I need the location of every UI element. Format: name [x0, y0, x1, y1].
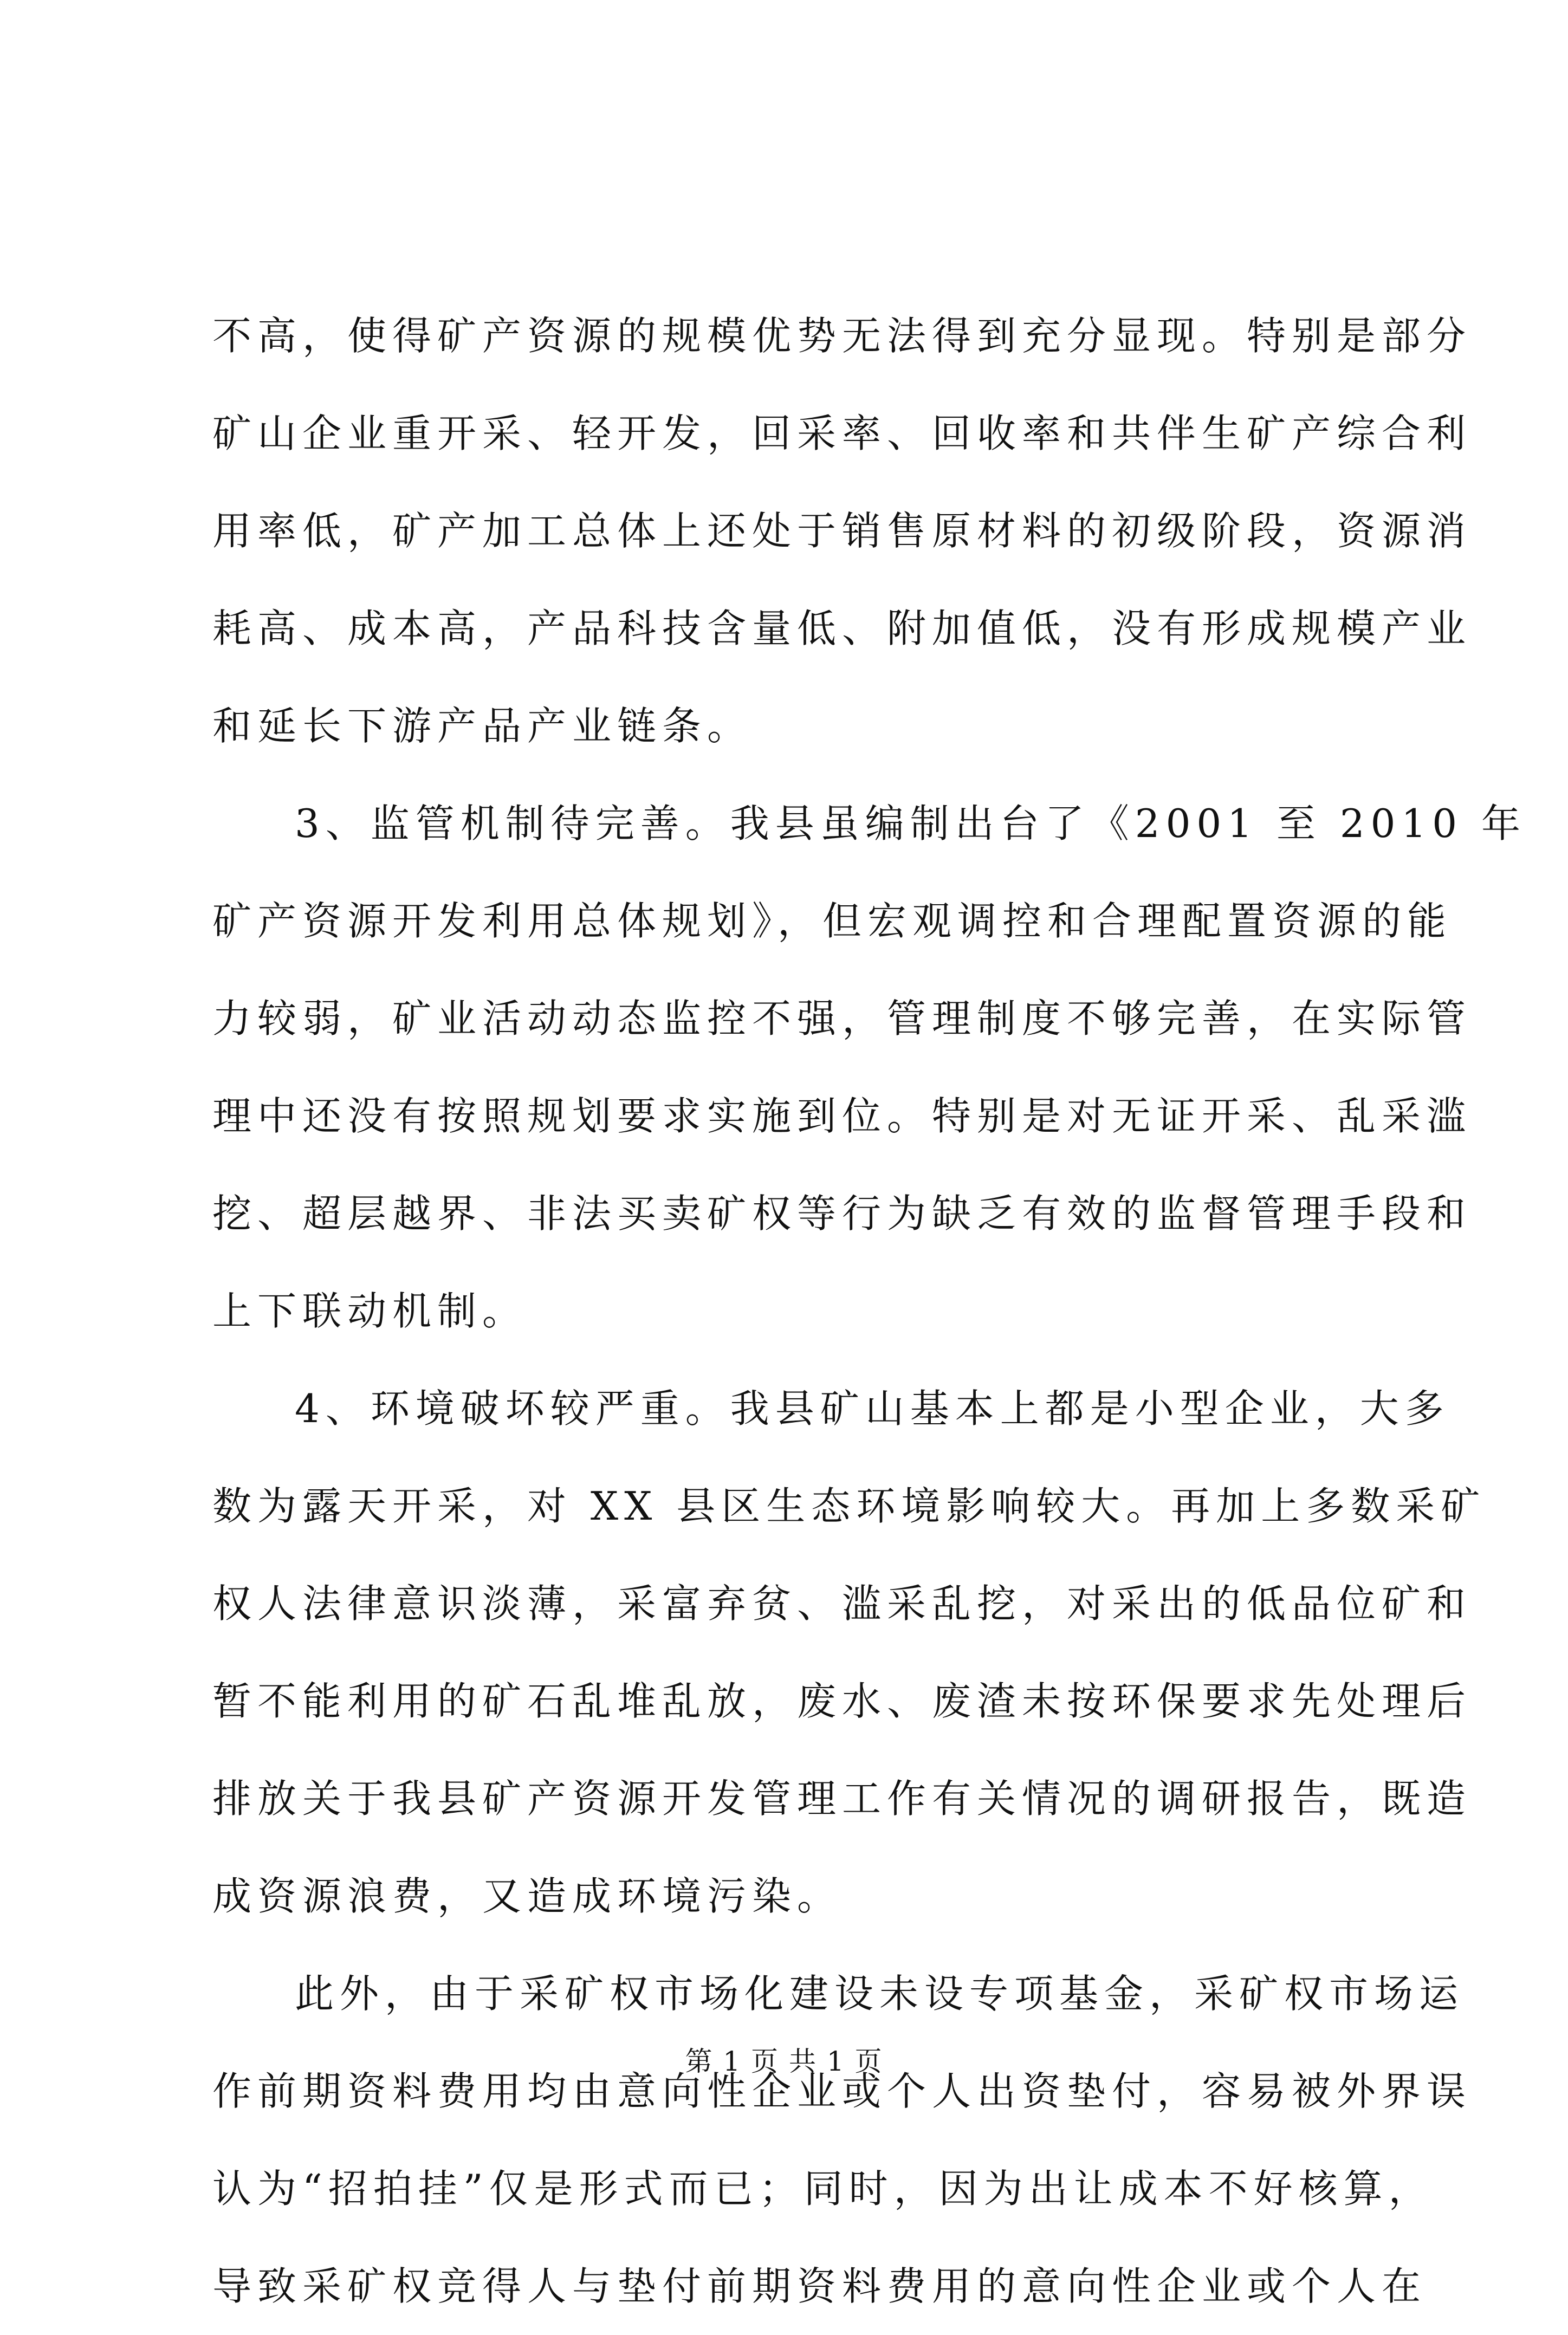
text-line: 矿山企业重开采、轻开发，回采率、回收率和共伴生矿产综合利	[212, 411, 1472, 456]
text-line: 耗高、成本高，产品科技含量低、附加值低，没有形成规模产业	[212, 606, 1472, 651]
text-line: 理中还没有按照规划要求实施到位。特别是对无证开采、乱采滥	[212, 1093, 1472, 1139]
text-line: 数为露天开采，对 XX 县区生态环境影响较大。再加上多数采矿	[212, 1483, 1486, 1529]
text-line: 力较弱，矿业活动动态监控不强，管理制度不够完善，在实际管	[212, 996, 1472, 1041]
text-line: 用率低，矿产加工总体上还处于销售原材料的初级阶段，资源消	[212, 508, 1472, 554]
text-line: 挖、超层越界、非法买卖矿权等行为缺乏有效的监督管理手段和	[212, 1191, 1472, 1236]
text-line: 认为“招拍挂”仅是形式而已；同时，因为出让成本不好核算，	[212, 2166, 1434, 2211]
page-footer: 第 1 页 共 1 页	[685, 2046, 883, 2077]
text-line: 不高，使得矿产资源的规模优势无法得到充分显现。特别是部分	[212, 313, 1472, 359]
text-line: 作前期资料费用均由意向性企业或个人出资垫付，容易被外界误	[212, 2068, 1472, 2114]
text-line: 成资源浪费，又造成环境污染。	[212, 1873, 843, 1919]
text-line: 导致采矿权竞得人与垫付前期资料费用的意向性企业或个人在	[212, 2263, 1427, 2309]
paragraph-start-line: 3、监管机制待完善。我县虽编制出台了《2001 至 2010 年	[295, 801, 1526, 846]
text-line: 权人法律意识淡薄，采富弃贫、滥采乱挖，对采出的低品位矿和	[212, 1581, 1472, 1626]
text-line: 排放关于我县矿产资源开发管理工作有关情况的调研报告，既造	[212, 1776, 1472, 1821]
text-line: 和延长下游产品产业链条。	[212, 703, 753, 749]
paragraph-start-line: 此外，由于采矿权市场化建设未设专项基金，采矿权市场运	[295, 1971, 1465, 2016]
text-line: 矿产资源开发利用总体规划》，但宏观调控和合理配置资源的能	[212, 898, 1453, 944]
text-line: 上下联动机制。	[212, 1288, 528, 1334]
body-text	[212, 287, 1526, 2335]
text-line: 暂不能利用的矿石乱堆乱放，废水、废渣未按环保要求先处理后	[212, 1678, 1472, 1724]
paragraph-start-line: 4、环境破坏较严重。我县矿山基本上都是小型企业，大多	[295, 1386, 1450, 1431]
